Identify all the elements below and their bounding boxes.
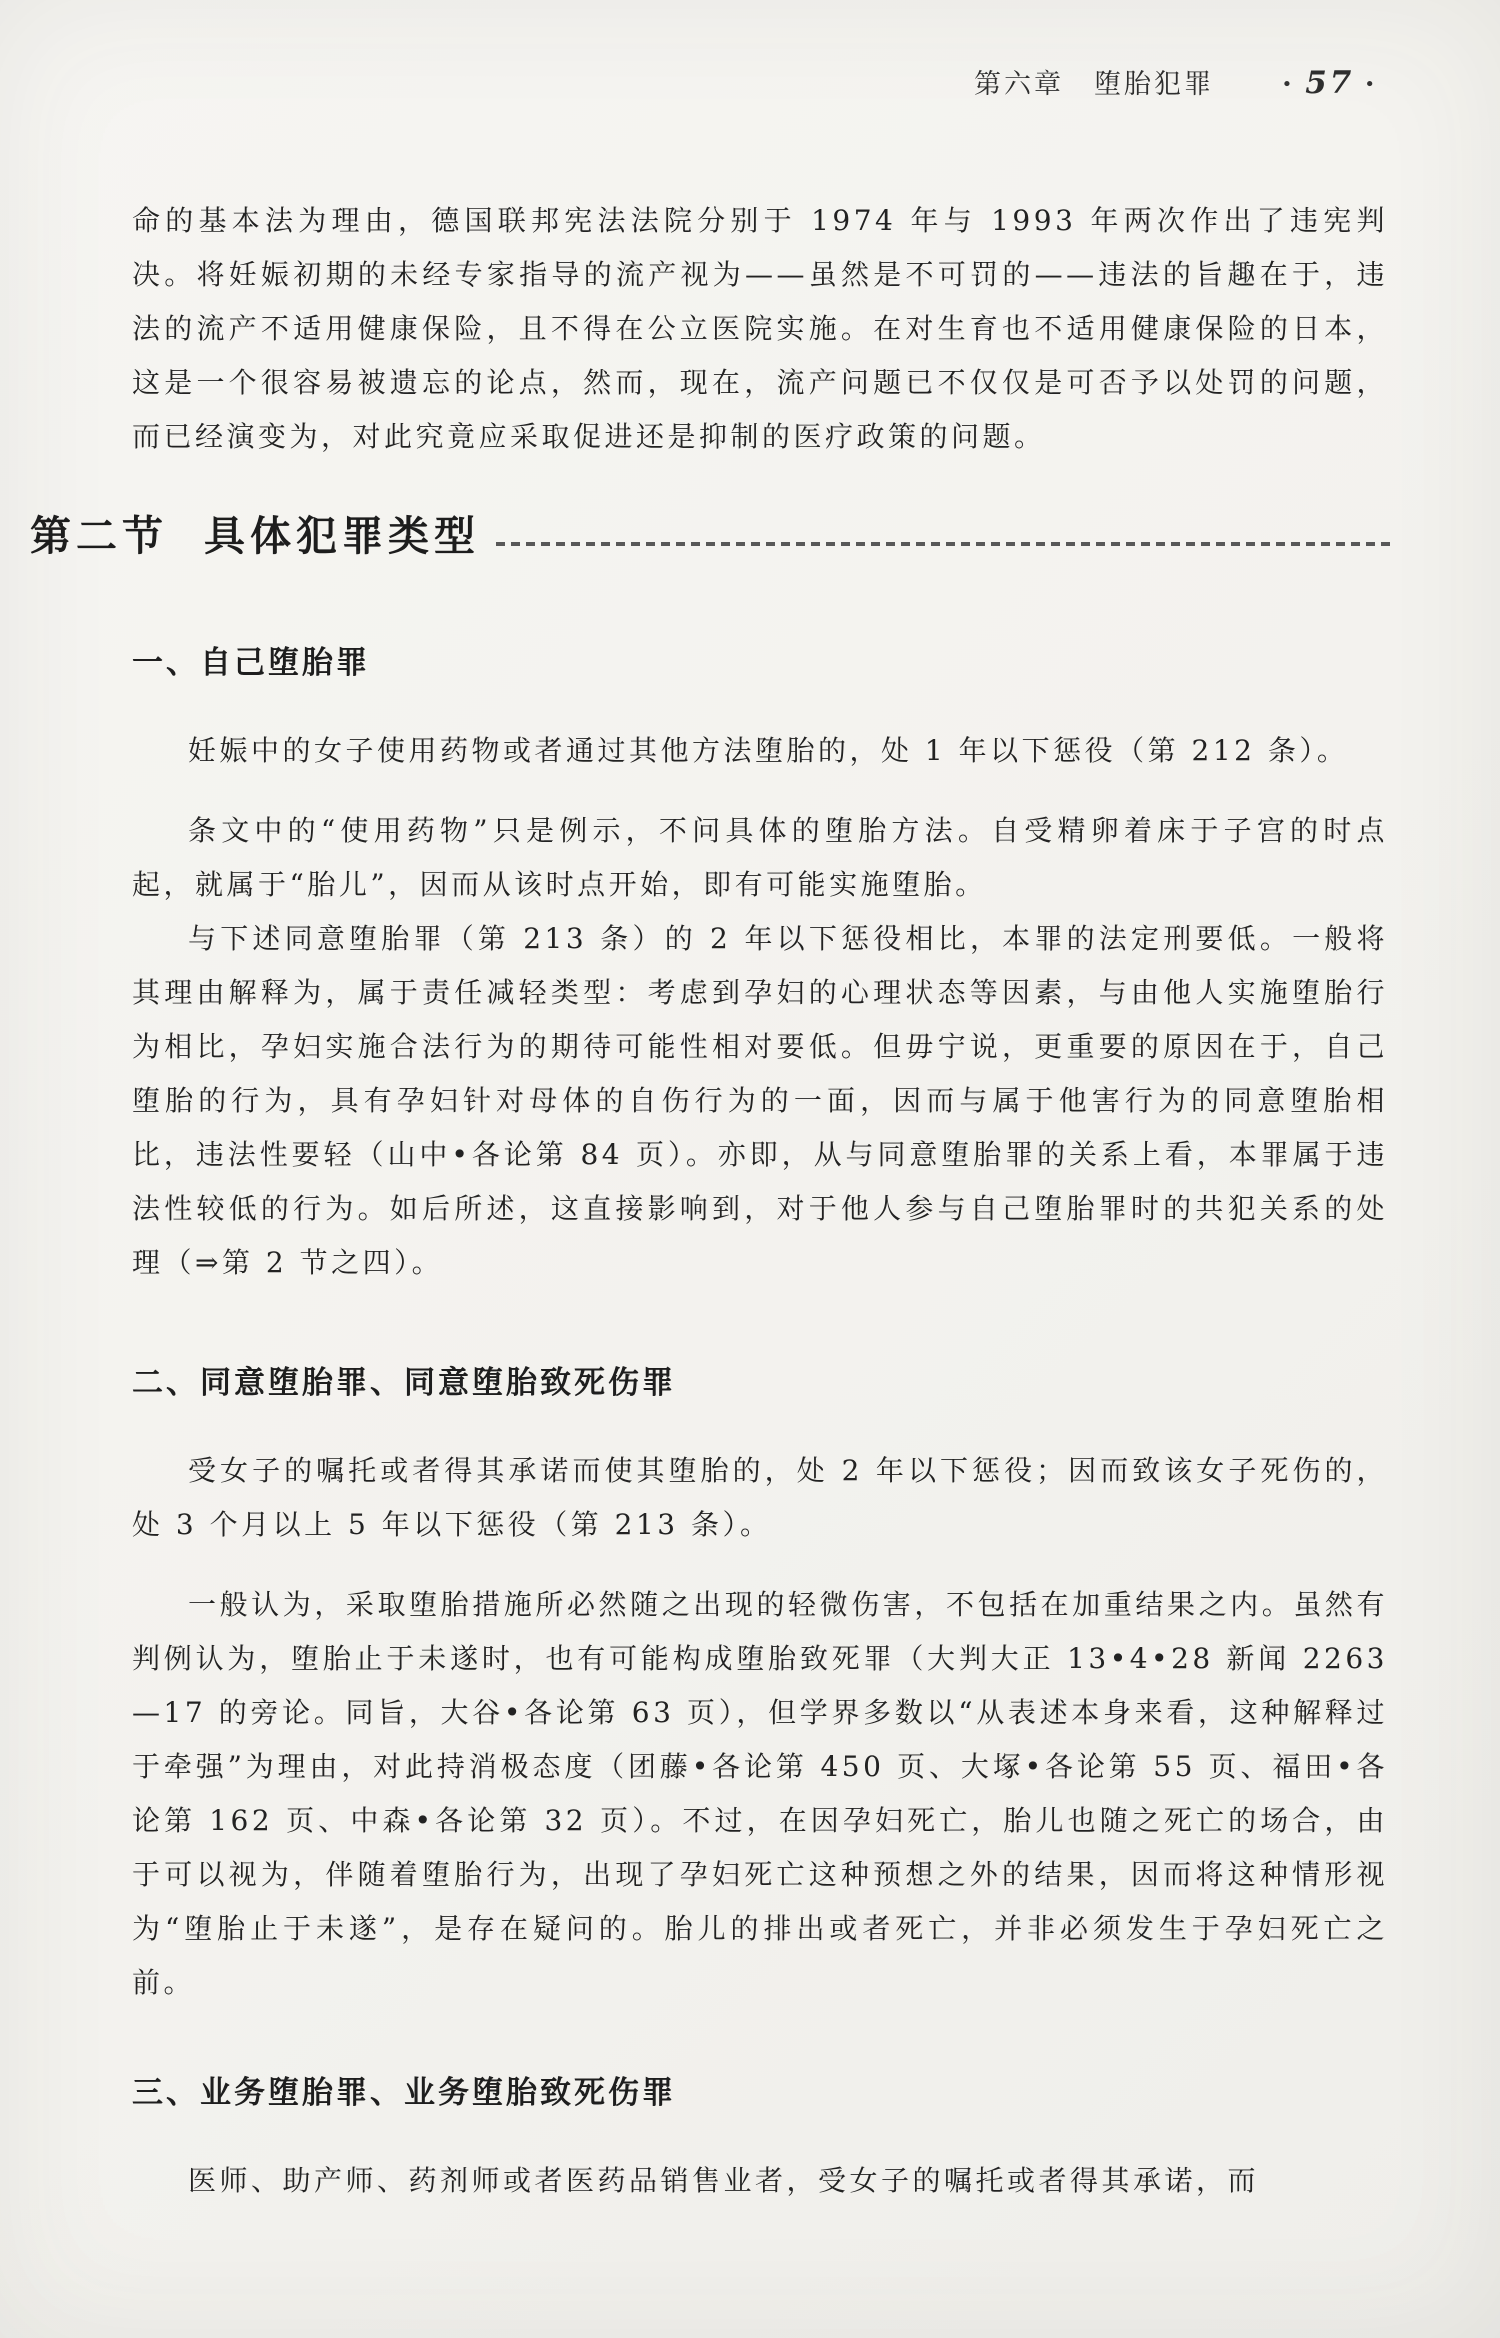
page-number-dot-right: • (1364, 74, 1378, 95)
subsection-2 (0, 1362, 1500, 2010)
subsection-heading: 一、自己堕胎罪 (132, 645, 370, 681)
running-head (0, 66, 1388, 102)
section-heading (30, 510, 1390, 562)
statute-paragraph: 受女子的嘱托或者得其承诺而使其堕胎的，处 2 年以下惩役；因而致该女子死伤的，处 3 个月以上 5 年以下惩役（第 213 条）。 (132, 1454, 1388, 1541)
body-paragraph: 条文中的“使用药物”只是例示，不问具体的堕胎方法。自受精卵着床于子宫的时点起，就属于“胎儿”，因而从该时点开始，即有可能实施堕胎。 (132, 814, 1388, 901)
subsection-heading: 二、同意堕胎罪、同意堕胎致死伤罪 (132, 1365, 676, 1401)
body-paragraph: 与下述同意堕胎罪（第 213 条）的 2 年以下惩役相比，本罪的法定刑要低。一般将其理由解释为，属于责任减轻类型：考虑到孕妇的心理状态等因素，与由他人实施堕胎行为相比，孕妇实施合法行为的期待可能性相对要低。但毋宁说，更重要的原因在于，自己堕胎的行为，具有孕妇针对母体的自伤行为的一面，因而与属于他害行为的同意堕胎相比，违法性要轻（山中•各论第 84 页）。亦即，从与同意堕胎罪的关系上看，本罪属于违法性较低的行为。如后所述，这直接影响到，对于他人参与自己堕胎罪时的共犯关系的处理（⇒第 2 节之四）。 (132, 922, 1388, 1279)
page-number-dot-left: • (1281, 74, 1296, 95)
section-number: 第二节 (30, 512, 168, 560)
dashed-rule (496, 542, 1390, 546)
subsection-heading: 三、业务堕胎罪、业务堕胎致死伤罪 (132, 2075, 676, 2111)
page-number-block (1272, 65, 1388, 101)
body-paragraph: 一般认为，采取堕胎措施所必然随之出现的轻微伤害，不包括在加重结果之内。虽然有判例认为，堕胎止于未遂时，也有可能构成堕胎致死罪（大判大正 13•4•28 新闻 2263—17 的旁论。同旨，大谷•各论第 63 页），但学界多数以“从表述本身来看，这种解释过于牵强”为理由，对此持消极态度（团藤•各论第 450 页、大塚•各论第 55 页、福田•各论第 162 页、中森•各论第 32 页）。不过，在因孕妇死亡，胎儿也随之死亡的场合，由于可以视为，伴随着堕胎行为，出现了孕妇死亡这种预想之外的结果，因而将这种情形视为“堕胎止于未遂”，是存在疑问的。胎儿的排出或者死亡，并非必须发生于孕妇死亡之前。 (132, 1588, 1388, 1999)
statute-paragraph: 妊娠中的女子使用药物或者通过其他方法堕胎的，处 1 年以下惩役（第 212 条）。 (188, 734, 1349, 767)
body-paragraph: 医师、助产师、药剂师或者医药品销售业者，受女子的嘱托或者得其承诺，而 (188, 2164, 1260, 2197)
continuation-paragraph: 命的基本法为理由，德国联邦宪法法院分别于 1974 年与 1993 年两次作出了违宪判决。将妊娠初期的未经专家指导的流产视为——虽然是不可罚的——违法的旨趣在于，违法的流产不适用健康保险，且不得在公立医院实施。在对生育也不适用健康保险的日本，这是一个很容易被遗忘的论点，然而，现在，流产问题已不仅仅是可否予以处罚的问题，而已经演变为，对此究竟应采取促进还是抑制的医疗政策的问题。 (132, 204, 1388, 453)
subsection-3 (0, 2072, 1500, 2208)
section-title: 具体犯罪类型 (204, 512, 480, 560)
subsection-1 (0, 642, 1500, 1290)
page-number: 57 (1305, 65, 1355, 101)
running-head-chapter-title: 第六章 堕胎犯罪 (974, 69, 1215, 100)
